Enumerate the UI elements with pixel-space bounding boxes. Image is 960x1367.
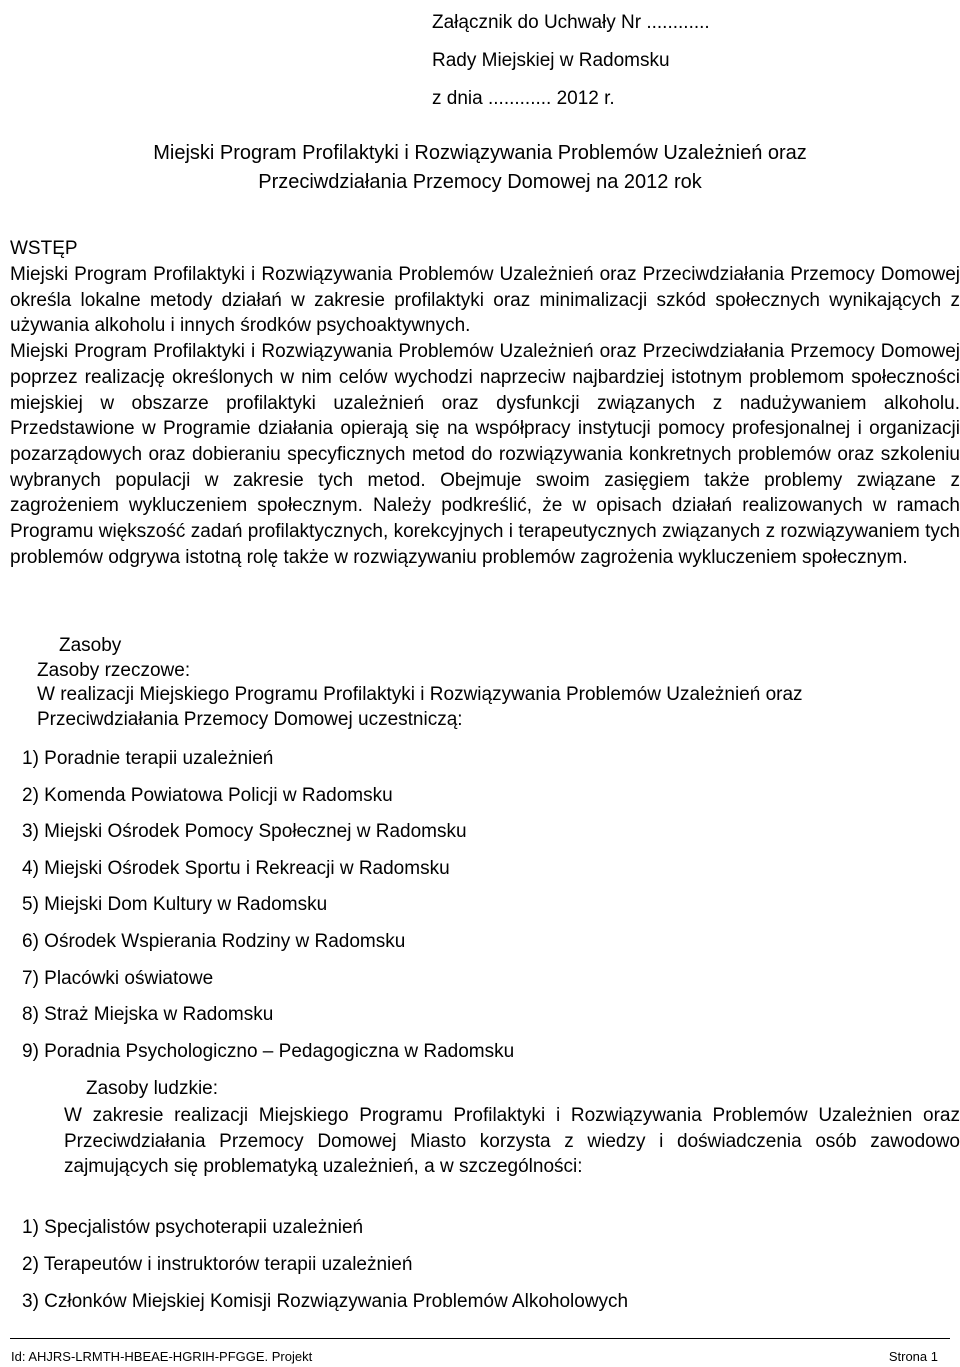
document-header <box>432 4 710 118</box>
intro-heading: WSTĘP <box>10 238 78 259</box>
list-item: 4) Miejski Ośrodek Sportu i Rekreacji w Radomsku <box>22 857 450 879</box>
list-item: 6) Ośrodek Wspierania Rodziny w Radomsku <box>22 930 406 952</box>
institutions-list <box>22 747 514 1076</box>
resources-section <box>37 634 803 732</box>
document-title <box>0 139 960 197</box>
intro-body <box>10 262 960 570</box>
material-resources-intro-2: Przeciwdziałania Przemocy Domowej uczestniczą: <box>37 708 463 730</box>
document-id: Id: AHJRS-LRMTH-HBEAE-HGRIH-PFGGE. Projekt <box>11 1349 313 1364</box>
attachment-label: Załącznik do Uchwały Nr ............ <box>432 12 710 33</box>
list-item: 2) Terapeutów i instruktorów terapii uzależnień <box>22 1254 413 1275</box>
list-item: 7) Placówki oświatowe <box>22 967 214 989</box>
intro-paragraph-2: Miejski Program Profilaktyki i Rozwiązywania Problemów Uzależnień oraz Przeciwdziałania Przemocy Domowej poprzez realizację określonych w nim celów wychodzi naprzeciw najbardziej istotnym problemom społeczności miejskiej w obszarze profilaktyki uzależnień oraz dysfunkcji związanych z nadużywaniem alkoholu. Przedstawione w Programie działania opierają się na współpracy instytucji pomocy profesjonalnej i organizacji pozarządowych oraz dobieraniu specyficznych metod do rozwiązywania konkretnych problemów oraz szkoleniu wybranych populacji w zakresie tych metod. Obejmuje swoim zasięgiem także problemy związane z zagrożeniem wykluczeniem społecznym. Należy podkreślić, że w opisach działań realizowanych w ramach Programu większość zadań profilaktycznych, korekcyjnych i terapeutycznych związanych z rozwiązywaniem tych problemów odgrywa istotną rolę także w rozwiązywaniu problemów zagrożenia wykluczeniem społecznym. <box>10 341 960 568</box>
title-line-2: Przeciwdziałania Przemocy Domowej na 2012 rok <box>258 171 702 193</box>
intro-paragraph-1: Miejski Program Profilaktyki i Rozwiązywania Problemów Uzależnień oraz Przeciwdziałania Przemocy Domowej określa lokalne metody działań w zakresie profilaktyki oraz minimalizacji szkód społecznych wynikających z używania alkoholu i innych środków psychoaktywnych. <box>10 264 960 337</box>
title-line-1: Miejski Program Profilaktyki i Rozwiązywania Problemów Uzależnień oraz <box>153 142 807 164</box>
human-resources-heading: Zasoby ludzkie: <box>86 1078 219 1099</box>
material-resources-heading: Zasoby rzeczowe: <box>37 659 191 681</box>
footer-divider <box>10 1338 950 1339</box>
resources-heading: Zasoby <box>59 635 122 656</box>
specialists-list <box>22 1216 628 1327</box>
list-item: 5) Miejski Dom Kultury w Radomsku <box>22 894 328 916</box>
council-label: Rady Miejskiej w Radomsku <box>432 50 670 71</box>
date-label: z dnia ............ 2012 r. <box>432 88 615 109</box>
material-resources-intro-1: W realizacji Miejskiego Programu Profilaktyki i Rozwiązywania Problemów Uzależnień oraz <box>37 684 803 705</box>
list-item: 3) Członków Miejskiej Komisji Rozwiązywania Problemów Alkoholowych <box>22 1291 629 1312</box>
list-item: 3) Miejski Ośrodek Pomocy Społecznej w Radomsku <box>22 821 467 843</box>
list-item: 2) Komenda Powiatowa Policji w Radomsku <box>22 784 393 806</box>
list-item: 1) Poradnie terapii uzależnień <box>22 748 274 769</box>
human-resources-text: W zakresie realizacji Miejskiego Programu Profilaktyki i Rozwiązywania Problemów Uzależnien oraz Przeciwdziałania Przemocy Domowej Miasto korzysta z wiedzy i doświadczenia osób zawodowo zajmujących się problematyką uzależnień, a w szczególności: <box>64 1105 960 1177</box>
list-item: 1) Specjalistów psychoterapii uzależnień <box>22 1217 364 1238</box>
page-number: Strona 1 <box>888 1349 938 1364</box>
list-item: 8) Straż Miejska w Radomsku <box>22 1004 274 1026</box>
list-item: 9) Poradnia Psychologiczno – Pedagogiczna w Radomsku <box>22 1040 515 1062</box>
